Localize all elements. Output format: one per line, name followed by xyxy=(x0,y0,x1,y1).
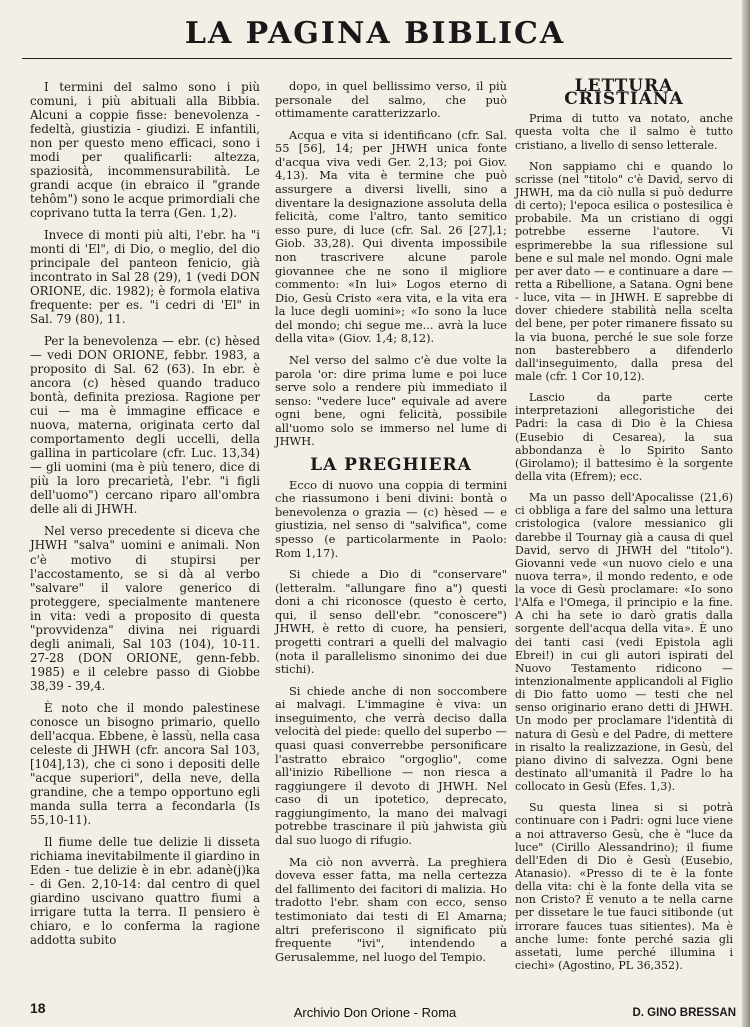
page-number: 18 xyxy=(30,1000,46,1016)
section-heading-preghiera: LA PREGHIERA xyxy=(310,455,472,476)
paragraph: I termini del salmo sono i più comuni, i più abituali alla Bibbia. Alcuni a coppie fisse: benevolenza - fedeltà, giustizia - giudizi. E infantili, non per questo meno efficaci, sono i modi per qualificarli: altezza, spaziosità, incommensurabilità. Le grandi acque (in ebraico il "grande tehôm") sono le acque primordiali che coprivano tutta la terra (Gen. 1,2). xyxy=(30,80,260,221)
paragraph: Ma ciò non avverrà. La preghiera doveva esser fatta, ma nella certezza del fallimento dei facitori di malizia. Ho tradotto l'ebr. sham con ecco, senso testimoniato dai testi di El Amarna; altri preferiscono il significato più frequente "ivi", intendendo a Gerusalemme, nel luogo del Tempio. xyxy=(275,854,507,964)
paragraph: Lascio da parte certe interpretazioni allegoristiche dei Padri: la casa di Dio è la Chiesa (Eusebio di Cesarea), la sua abbondanza è lo Spirito Santo (Girolamo); il battesimo è la sorgente della vita (Efrem); ecc. xyxy=(515,391,733,483)
paragraph: Si chiede a Dio di "conservare" (letteralm. "allungare fino a") questi doni a chi riconosce (questo è certo, qui, il senso dell'ebr. "conoscere") JHWH, è retto di cuore, ha pensieri, progetti contrari a quelli del malvagio (nota il parallelismo sinonimo dei due stichi). xyxy=(275,567,507,677)
paragraph: Il fiume delle tue delizie li disseta richiama inevitabilmente il giardino in Eden - tue delizie è in ebr. adanè(j)ka - di Gen. 2,10-14: dal centro di quel giardino uscivano quattro fiumi a irrigare tutta la terra. Il pensiero è chiaro, e lo conferma la ragione addotta subito xyxy=(30,834,260,947)
paragraph: dopo, in quel bellissimo verso, il più personale del salmo, che può ottimamente caratterizzarlo. xyxy=(275,79,507,121)
paragraph: Prima di tutto va notato, anche questa volta che il salmo è tutto cristiano, a livello di senso letterale. xyxy=(515,112,733,152)
paragraph: Per la benevolenza — ebr. (c) hèsed — vedi DON ORIONE, febbr. 1983, a proposito di Sal. 62 (63). In ebr. è ancora (c) hèsed quando traduco bontà, definita preziosa. Ragione per cui — ma è immagine efficace e nuova, materna, originata certo dal comportamento degli uccelli, della gallina in particolare (cfr. Luc. 13,34) — gli uomini (ma è più tenero, dice di più la loro precarietà, l'ebr. "i figli dell'uomo") cercano riparo all'ombra delle ali di JHWH. xyxy=(30,334,260,517)
page-title: LA PAGINA BIBLICA xyxy=(184,16,566,51)
header-rule xyxy=(22,58,732,59)
paragraph: Invece di monti più alti, l'ebr. ha "i monti di 'El", di Dio, o meglio, del dio principale del panteon fenicio, già incontrato in Sal 28 (29), 1 (vedi DON ORIONE, dic. 1982); è formola elativa frequente: per es. "i cedri di 'El" in Sal. 79 (80), 11. xyxy=(30,228,260,327)
paragraph: Acqua e vita si identificano (cfr. Sal. 55 [56], 14; per JHWH unica fonte d'acqua viva vedi Ger. 2,13; poi Giov. 4,13). Ma vita è termine che può assurgere a diversi livelli, sino a diventare la designazione assoluta della felicità, come l'altro, tanto semitico esso pure, di luce (cfr. Sal. 26 [27],1; Giob. 33,28). Qui diventa impossibile non trascrivere alcune parole giovannee che ne sono il migliore commento: «In lui» Logos eterno di Dio, Gesù Cristo «era vita, e la vita era la luce degli uomini»; «Io sono la luce del mondo; chi segue me... avrà la luce della vita» (Giov. 1,4; 8,12). xyxy=(275,127,507,346)
page-edge-shadow xyxy=(742,0,750,1027)
paragraph: Non sappiamo chi e quando lo scrisse (nel "titolo" c'è David, servo di JHWH, ma da ciò nulla si può dedurre di certo); l'epoca esilica o postesilica è probabile. Ma un cristiano di oggi potrebbe esserne l'autore. Vi esprimerebbe la sua riflessione sul bene e sul male nel mondo. Ogni male per aver dato — e continuare a dare — retta a Ribellione, a Satana. Ogni bene - luce, vita — in JHWH. E saprebbe di dover chiedere stabilità nella scelta del bene, per poter rimanere fissato su la via buona, perché le sue sole forze non basterebbero a difenderlo dall'inseguimento, dalla presa del male (cfr. 1 Cor 10,12). xyxy=(515,159,733,383)
paragraph: Si chiede anche di non soccombere ai malvagi. L'immagine è viva: un inseguimento, che verrà deciso dalla velocità del piede: quello del superbo — quasi quasi converrebbe personificare l'astratto ebraico "orgoglio", come all'inizio Ribellione — non riesca a raggiungere il devoto di JHWH. Nel caso di un ipotetico, deprecato, raggiungimento, la mano dei malvagi potrebbe trascinare il più jahwista giù dal suo luogo di rifugio. xyxy=(275,683,507,848)
archive-caption: Archivio Don Orione - Roma xyxy=(293,1005,457,1020)
paragraph: Ecco di nuovo una coppia di termini che riassumono i beni divini: bontà o benevolenza o grazia — (c) hèsed — e giustizia, nel senso di "salvifica", come spesso (e particolarmente in Paolo: Rom 1,17). xyxy=(275,477,507,560)
section-heading-lettura: LETTURA CRISTIANA xyxy=(564,76,684,110)
column-3 xyxy=(515,76,733,980)
author-signature: D. GINO BRESSAN xyxy=(632,1007,736,1019)
paragraph: È noto che il mondo palestinese conosce un bisogno primario, quello dell'acqua. Ebbene, è lassù, nella casa celeste di JHWH (cfr. ancora Sal 103, [104],13), che ci sono i depositi delle "acque superiori", della neve, della grandine, che a tempo opportuno egli manda sulla terra a fecondarla (Is 55,10-11). xyxy=(30,700,260,827)
paragraph: Nel verso precedente si diceva che JHWH "salva" uomini e animali. Non c'è motivo di stupirsi per l'accostamento, se si dà al verbo "salvare" il valore generico di proteggere, specialmente mantenere in vita: vedi a proposito di questa "provvidenza" divina nei riguardi degli animali, Sal 103 (104), 10-11. 27-28 (DON ORIONE, genn-febb. 1985) e il celebre passo di Giobbe 38,39 - 39,4. xyxy=(30,524,260,693)
paragraph: Ma un passo dell'Apocalisse (21,6) ci obbliga a fare del salmo una lettura cristologica (valore messianico gli darebbe il Tournay già a causa di quel David, servo di JHWH del "titolo"). Giovanni vede «un nuovo cielo e una nuova terra», il mondo redento, e ode la voce di Gesù proclamare: «Io sono l'Alfa e l'Omega, il principio e la fine. A chi ha sete io darò gratis dalla sorgente dell'acqua della vita». È uno dei tanti casi (vedi Epistola agli Ebrei!) in cui gli autori ispirati del Nuovo Testamento ridicono — intenzionalmente applicandoli al Figlio di Dio fatto uomo — testi che nel senso originario erano detti di JHWH. Un modo per proclamare l'identità di natura di Gesù e del Padre, di mettere in risalto la realizzazione, in Gesù, del piano divino di salvezza. Ogni bene destinato all'umanità il Padre lo ha collocato in Gesù (Efes. 1,3). xyxy=(515,491,733,794)
column-2 xyxy=(275,80,507,972)
paragraph: Nel verso del salmo c'è due volte la parola 'or: dire prima lume e poi luce serve solo a rendere più immediato il senso: "vedere luce" equivale ad avere ogni bene, ogni felicità, possibile all'uomo solo se immerso nel lume di JHWH. xyxy=(275,352,507,449)
paragraph: Su questa linea si si potrà continuare con i Padri: ogni luce viene a noi attraverso Gesù, che è "luce da luce" (Cirillo Alessandrino); il fiume dell'Eden di Dio è Gesù (Eusebio, Atanasio). «Presso di te è la fonte della vita: chi è la fonte della vita se non Cristo? È venuto a te nella carne per dissetare le tue fauci sitibonde (ut irrorare fauces tuas sitientes). Ma è anche lume: fonte perché sazia gli assetati, lume perché illumina i ciechi» (Agostino, PL 36,352). xyxy=(515,801,733,972)
column-1 xyxy=(30,80,260,955)
